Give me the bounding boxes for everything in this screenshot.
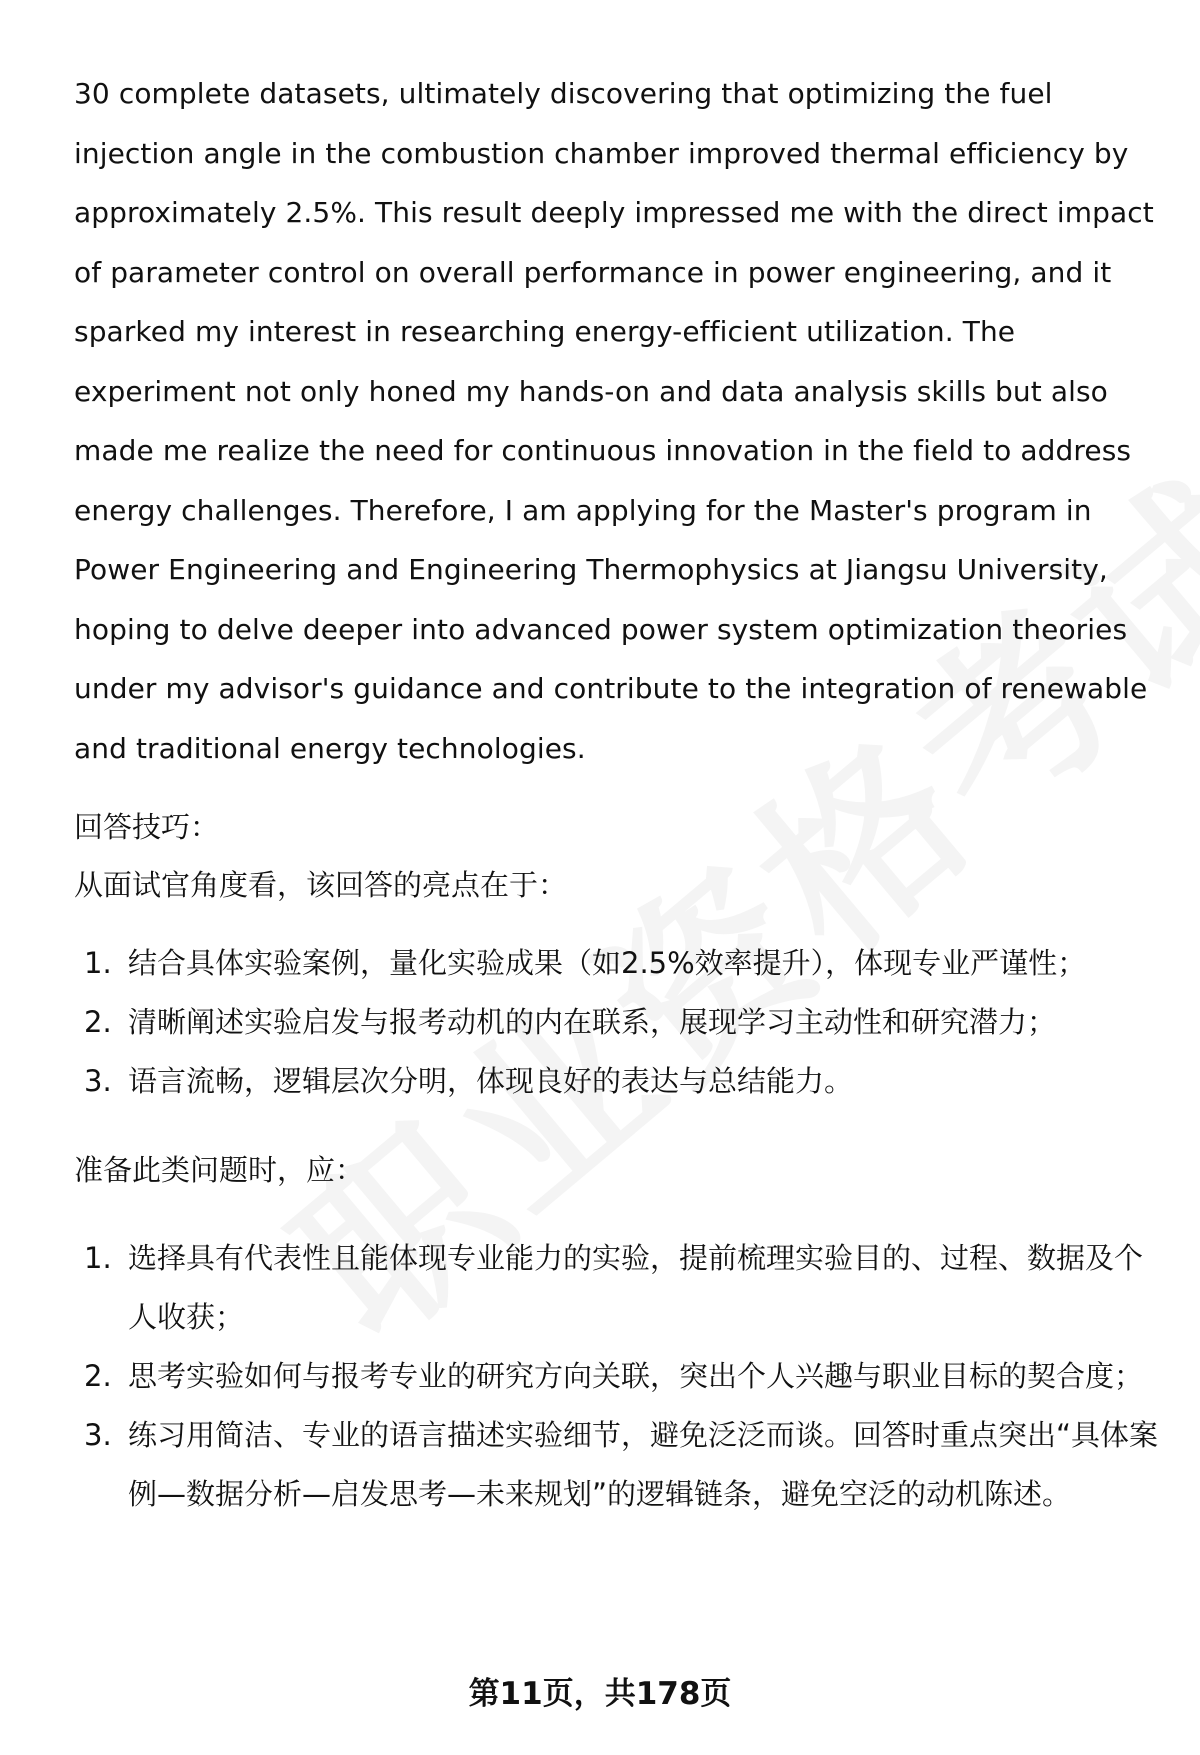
list-item xyxy=(74,1229,1164,1347)
list-number: 3. xyxy=(84,1418,112,1452)
list-text: 选择具有代表性且能体现专业能力的实验，提前梳理实验目的、过程、数据及个人收获； xyxy=(128,1241,1144,1334)
list-item xyxy=(74,1347,1164,1406)
highlights-intro: 从面试官角度看，该回答的亮点在于： xyxy=(74,868,568,902)
list-item xyxy=(74,934,1164,993)
list-text: 结合具体实验案例，量化实验成果（如2.5%效率提升），体现专业严谨性； xyxy=(128,946,1087,980)
list-number: 2. xyxy=(84,1359,112,1393)
list-item xyxy=(74,993,1164,1052)
document-page xyxy=(74,64,1164,1524)
list-text: 练习用简洁、专业的语言描述实验细节，避免泛泛而谈。回答时重点突出“具体案例—数据分析—启发思考—未来规划”的逻辑链条，避免空泛的动机陈述。 xyxy=(128,1418,1159,1511)
highlights-list xyxy=(74,934,1164,1111)
list-number: 1. xyxy=(84,946,112,980)
list-text: 思考实验如何与报考专业的研究方向关联，突出个人兴趣与职业目标的契合度； xyxy=(128,1359,1144,1393)
list-number: 2. xyxy=(84,1005,112,1039)
list-text: 清晰阐述实验启发与报考动机的内在联系，展现学习主动性和研究潜力； xyxy=(128,1005,1057,1039)
tips-title: 回答技巧： xyxy=(74,810,220,844)
list-item xyxy=(74,1052,1164,1111)
list-number: 1. xyxy=(84,1241,112,1275)
list-text: 语言流畅，逻辑层次分明，体现良好的表达与总结能力。 xyxy=(128,1064,854,1098)
prep-intro: 准备此类问题时，应： xyxy=(74,1153,365,1187)
intro-paragraph: 30 complete datasets, ultimately discovering that optimizing the fuel injection angle in the combustion chamber improved thermal efficiency by approximately 2.5%. This result deeply impressed me with the direct impact of parameter control on overall performance in power engineering, and it sparked my interest in researching energy-efficient utilization. The experiment not only honed my hands-on and data analysis skills but also made me realize the need for continuous innovation in the field to address energy challenges. Therefore, I am applying for the Master's program in Power Engineering and Engineering Thermophysics at Jiangsu University, hoping to delve deeper into advanced power system optimization theories under my advisor's guidance and contribute to the integration of renewable and traditional energy technologies. xyxy=(74,77,1154,765)
prep-list xyxy=(74,1229,1164,1524)
list-item xyxy=(74,1406,1164,1524)
list-number: 3. xyxy=(84,1064,112,1098)
page-footer: 第11页，共178页 xyxy=(468,1676,732,1712)
